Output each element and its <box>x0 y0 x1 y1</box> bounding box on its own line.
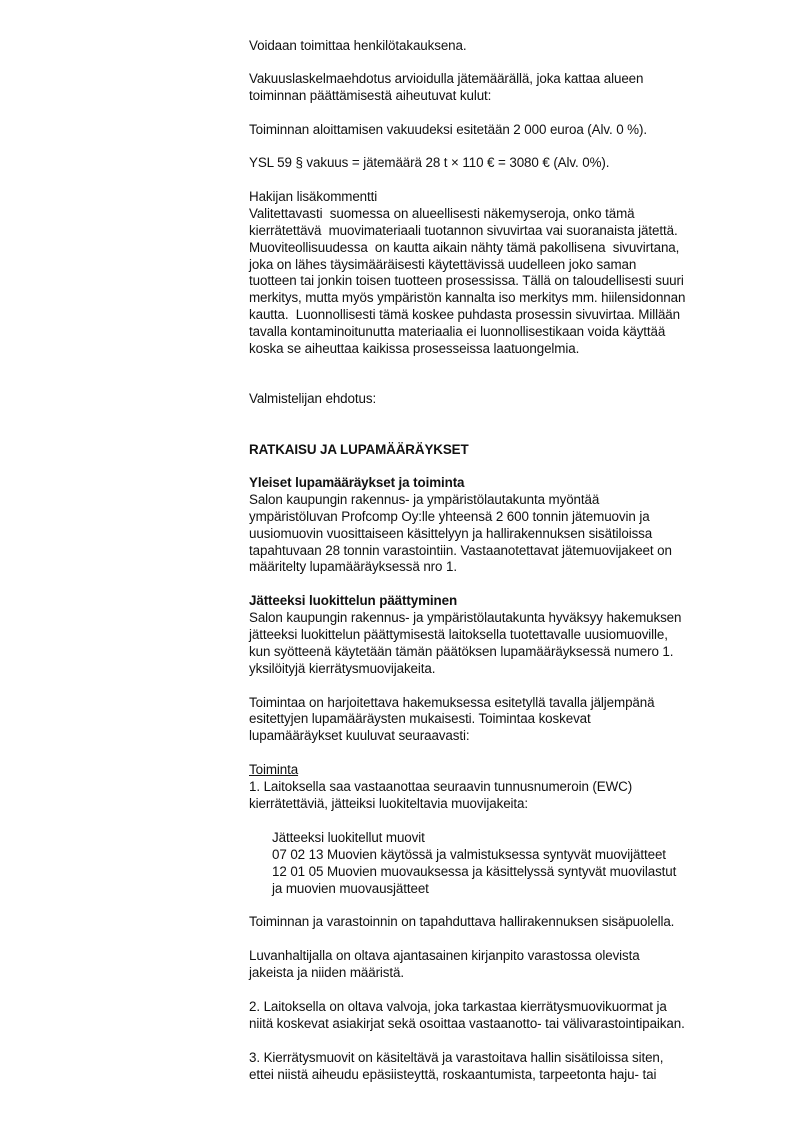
paragraph-line: Toiminnan ja varastoinnin on tapahduttava hallirakennuksen sisäpuolella. <box>249 914 675 929</box>
waste-list-heading: Jätteeksi luokitellut muovit <box>272 830 425 845</box>
waste-list-item: 12 01 05 Muovien muovauksessa ja käsittelyssä syntyvät muovilastut <box>272 864 677 879</box>
paragraph-line: niitä koskevat asiakirjat sekä osoittaa vastaanotto- tai välivarastointipaikan. <box>249 1016 685 1031</box>
paragraph-line: Salon kaupungin rakennus- ja ympäristölautakunta hyväksyy hakemuksen <box>249 610 682 625</box>
paragraph-line: Toiminnan aloittamisen vakuudeksi esitetään 2 000 euroa (Alv. 0 %). <box>249 122 647 137</box>
waste-list-item: 07 02 13 Muovien käytössä ja valmistuksessa syntyvät muovijätteet <box>272 847 666 862</box>
paragraph-line: määritelty lupamääräyksessä nro 1. <box>249 559 457 574</box>
paragraph-line: jätteeksi luokittelun päättymisestä laitoksella tuotettavalle uusiomuoville, <box>249 627 668 642</box>
subsection-heading: Jätteeksi luokittelun päättyminen <box>249 593 458 608</box>
paragraph-line: 3. Kierrätysmuovit on käsiteltävä ja varastoitava hallin sisätiloissa siten, <box>249 1050 664 1065</box>
paragraph-line: joka on lähes täysimääräisesti käytettävissä uudelleen joko saman <box>249 257 637 272</box>
paragraph-line: tuotteen tai jonkin toisen tuotteen prosessissa. Tällä on taloudellisesti suuri <box>249 273 684 288</box>
paragraph-line: toiminnan päättämisestä aiheutuvat kulut: <box>249 88 492 103</box>
paragraph-line: Voidaan toimittaa henkilötakauksena. <box>249 38 467 53</box>
paragraph-line: lupamääräykset kuuluvat seuraavasti: <box>249 728 470 743</box>
paragraph-line: kun syötteenä käytetään tämän päätöksen lupamääräyksessä numero 1. <box>249 644 674 659</box>
paragraph-line: YSL 59 § vakuus = jätemäärä 28 t × 110 € = 3080 € (Alv. 0%). <box>249 155 610 170</box>
paragraph-line: yksilöityjä kierrätysmuovijakeita. <box>249 661 436 676</box>
paragraph-line: Muoviteollisuudessa on kautta aikain nähty tämä pakollisena sivuvirtana, <box>249 240 680 255</box>
paragraph-line: tavalla kontaminoitunutta materiaalia ei luonnollisestikaan voida käyttää <box>249 324 666 339</box>
paragraph-line: tapahtuvaan 28 tonnin varastointiin. Vastaanotettavat jätemuovijakeet on <box>249 543 672 558</box>
proposal-label: Valmistelijan ehdotus: <box>249 391 377 406</box>
paragraph-line: Vakuuslaskelmaehdotus arvioidulla jätemäärällä, joka kattaa alueen <box>249 71 644 86</box>
subsection-heading: Yleiset lupamääräykset ja toiminta <box>249 475 465 490</box>
paragraph-line: ympäristöluvan Profcomp Oy:lle yhteensä 2 600 tonnin jätemuovin ja <box>249 509 650 524</box>
paragraph-line: ettei niistä aiheudu epäsiisteyttä, roskaantumista, tarpeetonta haju- tai <box>249 1067 657 1082</box>
paragraph-line: Valitettavasti suomessa on alueellisesti näkemyseroja, onko tämä <box>249 206 635 221</box>
waste-list-item: ja muovien muovausjätteet <box>272 881 429 896</box>
subsection-heading-underlined: Toiminta <box>249 762 299 777</box>
paragraph-line: 2. Laitoksella on oltava valvoja, joka tarkastaa kierrätysmuovikuormat ja <box>249 999 667 1014</box>
paragraph-line: koska se aiheuttaa kaikissa prosesseissa laatuongelmia. <box>249 341 580 356</box>
paragraph-line: Salon kaupungin rakennus- ja ympäristölautakunta myöntää <box>249 492 600 507</box>
comment-heading: Hakijan lisäkommentti <box>249 189 378 204</box>
paragraph-line: kierrätettävä muovimateriaali tuotannon sivuvirtaa vai suoranaista jätettä. <box>249 223 678 238</box>
paragraph-line: kierrätettäviä, jätteiksi luokiteltavia muovijakeita: <box>249 796 529 811</box>
paragraph-line: Luvanhaltijalla on oltava ajantasainen kirjanpito varastossa olevista <box>249 948 640 963</box>
paragraph-line: 1. Laitoksella saa vastaanottaa seuraavin tunnusnumeroin (EWC) <box>249 779 633 794</box>
paragraph-line: esitettyjen lupamääräysten mukaisesti. Toimintaa koskevat <box>249 711 591 726</box>
paragraph-line: kautta. Luonnollisesti tämä koskee puhdasta prosessin sivuvirtaa. Millään <box>249 307 681 322</box>
paragraph-line: merkitys, mutta myös ympäristön kannalta iso merkitys mm. hiilensidonnan <box>249 290 686 305</box>
paragraph-line: uusiomuovin vuosittaiseen käsittelyyn ja hallirakennuksen sisätiloissa <box>249 526 653 541</box>
section-heading: RATKAISU JA LUPAMÄÄRÄYKSET <box>249 442 469 457</box>
paragraph-line: Toimintaa on harjoitettava hakemuksessa esitetyllä tavalla jäljempänä <box>249 695 655 710</box>
paragraph-line: jakeista ja niiden määristä. <box>249 965 404 980</box>
